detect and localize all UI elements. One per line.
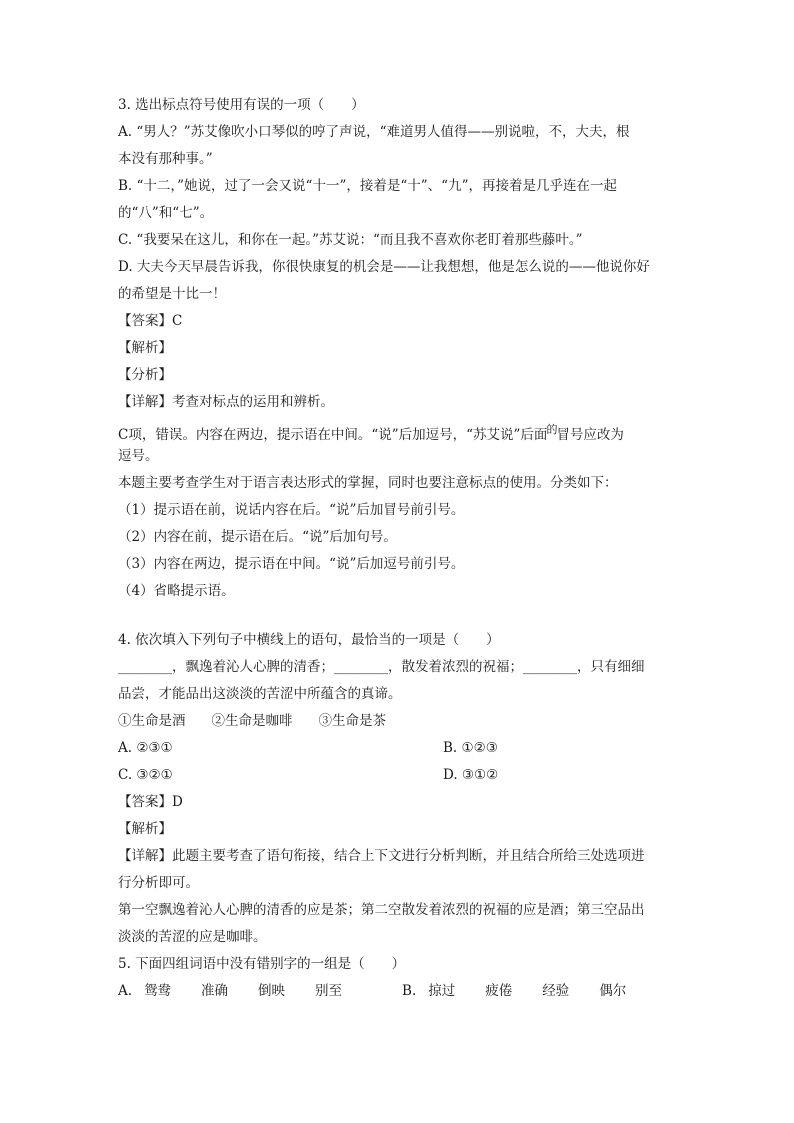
q3-rule-1: （1）提示语在前，说话内容在后。“说”后加冒号前引号。 — [118, 502, 465, 518]
q3-option-b-line2: 的“八”和“七”。 — [118, 205, 214, 221]
q5-a-word-3: 倒映 — [258, 983, 286, 999]
q3-answer: 【答案】C — [118, 313, 183, 329]
q3-option-a-line2: 本没有那种事。” — [118, 151, 213, 167]
q3-rule-4: （4）省略提示语。 — [118, 583, 235, 599]
q5-a-word-4: 别至 — [315, 983, 343, 999]
q3-explanation-text-b: 冒号应改为 — [556, 427, 624, 443]
q4-option-b: B. ①②③ — [443, 740, 498, 756]
q3-option-d-line2: 的希望是十比一！ — [118, 286, 226, 302]
q4-option-a: A. ②③① — [118, 740, 173, 756]
q4-choice-2: ②生命是咖啡 — [211, 713, 293, 729]
q4-choice-3: ③生命是茶 — [318, 713, 386, 729]
q5-option-a — [118, 978, 372, 1005]
q5-b-word-2: 疲倦 — [485, 983, 513, 999]
q4-options-row1 — [118, 735, 678, 762]
q3-explanation-line2: 逗号。 — [118, 448, 159, 464]
q3-rule-3: （3）内容在两边，提示语在中间。“说”后加逗号前引号。 — [118, 556, 465, 572]
q3-analysis-label: 【解析】 — [118, 340, 172, 356]
q5-option-b — [402, 978, 656, 1005]
q3-option-c: C. “我要呆在这儿，和你在一起。”苏艾说：“而且我不喜欢你老盯着那些藤叶。” — [118, 232, 583, 248]
q3-fenxi-label: 【分析】 — [118, 367, 172, 383]
q4-detail-line1: 【详解】此题主要考查了语句衔接，结合上下文进行分析判断，并且结合所给三处选项进 — [118, 848, 645, 864]
q4-analysis-label: 【解析】 — [118, 821, 172, 837]
q3-explanation-line1 — [118, 416, 678, 443]
q3-explanation-line3: 本题主要考查学生对于语言表达形式的掌握，同时也要注意标点的使用。分类如下： — [118, 475, 618, 491]
q3-explanation-text-a: C项，错误。内容在两边，提示语在中间。“说”后加逗号，“苏艾说”后面 — [118, 427, 548, 443]
q4-choice-1: ①生命是酒 — [118, 713, 186, 729]
q4-detail-line3: 第一空飘逸着沁人心脾的清香的应是茶；第二空散发着浓烈的祝福的应是酒；第三空品出 — [118, 902, 645, 918]
document-page — [118, 92, 678, 1005]
q3-option-d-line1: D. 大夫今天早晨告诉我，你很快康复的机会是——让我想想，他是怎么说的——他说你好 — [118, 259, 650, 275]
q3-stem: 3. 选出标点符号使用有误的一项（ ） — [118, 97, 365, 113]
q3-rule-2: （2）内容在前，提示语在后。“说”后加句号。 — [118, 529, 397, 545]
q3-explanation-note: 的 — [546, 423, 558, 436]
q3-detail: 【详解】考查对标点的运用和辨析。 — [118, 394, 334, 410]
q5-b-word-1: 掠过 — [428, 983, 456, 999]
q4-choices — [118, 708, 678, 735]
q4-option-d: D. ③①② — [443, 767, 499, 783]
q5-b-word-3: 经验 — [542, 983, 570, 999]
q4-answer: 【答案】D — [118, 794, 183, 810]
q5-b-word-4: 偶尔 — [599, 983, 627, 999]
q5-option-b-label: B. — [402, 983, 417, 999]
q4-sentence-line1: ________，飘逸着沁人心脾的清香；________，散发着浓烈的祝福；________，只有细细 — [118, 659, 645, 675]
q5-stem: 5. 下面四组词语中没有错别字的一组是（ ） — [118, 956, 406, 972]
q4-options-row2 — [118, 762, 678, 789]
q5-option-a-label: A. — [118, 983, 133, 999]
q4-option-c: C. ③②① — [118, 767, 173, 783]
q3-option-b-line1: B. “十二，”她说，过了一会又说“十一”，接着是“十”、“九”，再接着是几乎连在一起 — [118, 178, 617, 194]
q3-option-a-line1: A. “男人？”苏艾像吹小口琴似的哼了声说，“难道男人值得——别说啦，不，大夫，根 — [118, 124, 630, 140]
q5-a-word-2: 准确 — [201, 983, 229, 999]
question-gap — [118, 605, 678, 627]
q5-options-row1 — [118, 978, 678, 1005]
q4-detail-line2: 行分析即可。 — [118, 875, 199, 891]
q4-detail-line4: 淡淡的苦涩的应是咖啡。 — [118, 929, 267, 945]
q4-stem: 4. 依次填入下列句子中横线上的语句，最恰当的一项是（ ） — [118, 632, 500, 648]
q5-a-word-1: 鸳鸯 — [144, 983, 172, 999]
q4-sentence-line2: 品尝，才能品出这淡淡的苦涩中所蕴含的真谛。 — [118, 686, 402, 702]
